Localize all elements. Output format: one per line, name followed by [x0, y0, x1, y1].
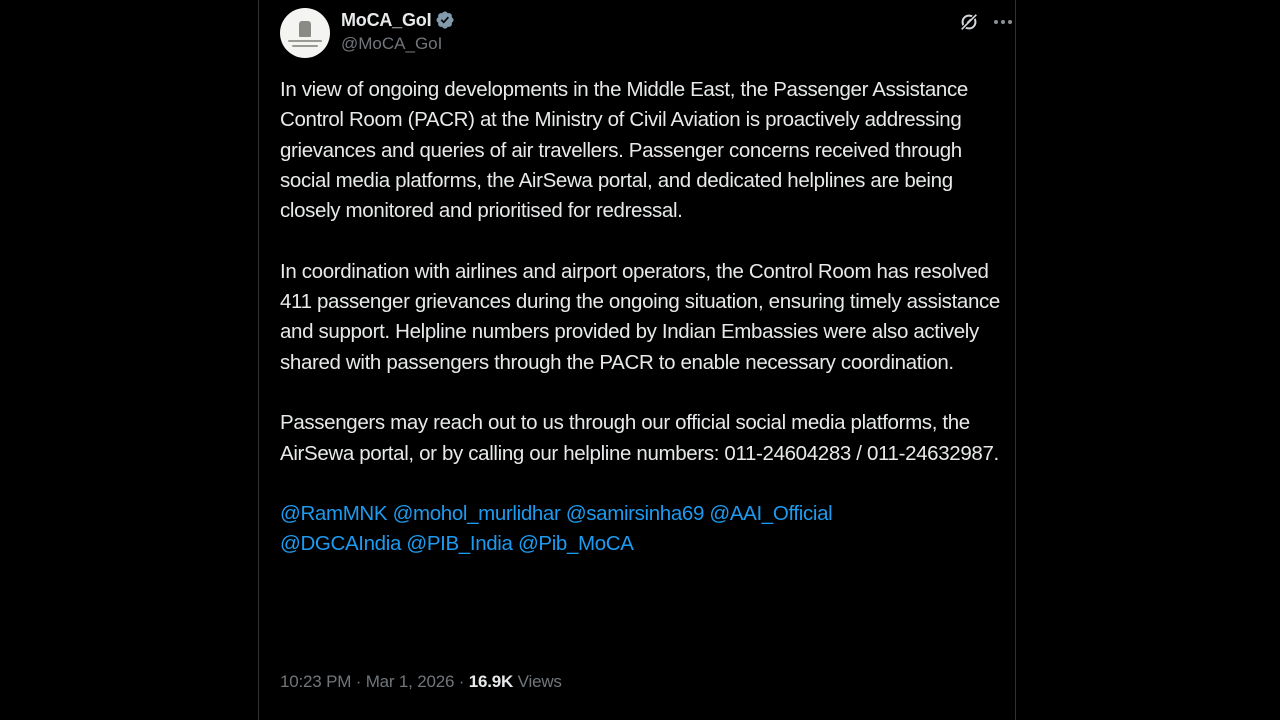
emblem-icon	[299, 21, 311, 37]
tweet-header	[280, 8, 1000, 58]
mention-link[interactable]: @RamMNK	[280, 502, 388, 526]
views-count[interactable]: 16.9K	[468, 672, 514, 691]
grok-icon[interactable]	[958, 11, 980, 33]
mention-link[interactable]: @Pib_MoCA	[517, 532, 634, 556]
tweet-date[interactable]: Mar 1, 2026	[365, 672, 455, 691]
avatar-caption-line	[288, 40, 322, 42]
mention-link[interactable]: @PIB_India	[406, 532, 513, 556]
tweet-meta	[280, 672, 562, 692]
mention-link[interactable]: @AAI_Official	[709, 502, 833, 526]
tweet-body	[280, 75, 1000, 560]
avatar-caption-line	[292, 45, 318, 47]
mention-link[interactable]: @DGCAIndia	[280, 532, 401, 556]
meta-separator: ·	[355, 672, 362, 691]
mentions-block	[280, 499, 1000, 560]
meta-separator: ·	[458, 672, 465, 691]
tweet-paragraph: In coordination with airlines and airport operators, the Control Room has resolved 411 passenger grievances during the ongoing situation, ensuring timely assistance and support. Helpline numbers provided by Indian Embassies were also actively shared with passengers through the PACR to enable necessary coordination.	[280, 259, 1000, 374]
mention-link[interactable]: @samirsinha69	[565, 502, 704, 526]
verified-badge-icon[interactable]	[435, 10, 455, 30]
author-handle[interactable]: @MoCA_GoI	[341, 34, 443, 53]
tweet-paragraph: In view of ongoing developments in the Middle East, the Passenger Assistance Control Room (PACR) at the Ministry of Civil Aviation is proactively addressing grievances and queries of air travellers. Passenger concerns received through social media platforms, the AirSewa portal, and dedicated helplines are being closely monitored and prioritised for redressal.	[280, 78, 968, 223]
display-name-row	[341, 8, 455, 32]
mention-link[interactable]: @mohol_murlidhar	[392, 502, 561, 526]
tweet-paragraph: Passengers may reach out to us through our official social media platforms, the AirSewa portal, or by calling our helpline numbers: 011-24604283 / 011-24632987.	[280, 411, 999, 465]
more-options-icon[interactable]	[992, 11, 1014, 33]
author-info	[341, 8, 455, 54]
tweet-time[interactable]: 10:23 PM	[280, 672, 352, 691]
display-name[interactable]: MoCA_GoI	[341, 9, 432, 30]
avatar[interactable]	[280, 8, 330, 58]
tweet-panel	[258, 0, 1016, 720]
views-label: Views	[517, 672, 562, 691]
